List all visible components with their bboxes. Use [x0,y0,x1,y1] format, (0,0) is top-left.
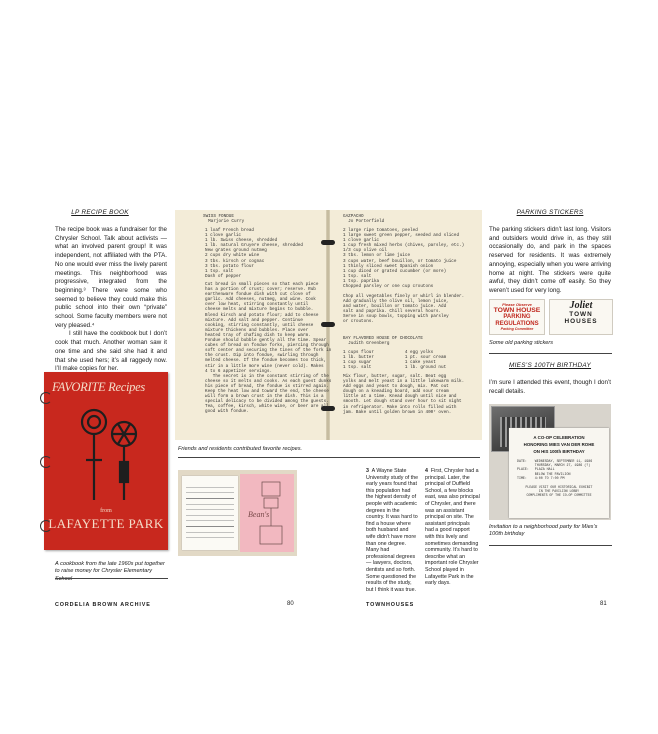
page-number-left: 80 [287,601,294,607]
footnote-4 [425,468,480,587]
parking-stickers-text: The parking stickers didn’t last long. Visitors and outsiders would drive in, as they still occasionally do, and park in the spaces reserved for residents. It was extremely annoying, especially when you were arriving home at night. The stickers were quite awful, they didn’t come off easily. So they weren’t used for very long. [489,226,611,294]
recipe-ingredients-gazpacho: 2 large ripe tomatoes, peeled 1 large sweet green pepper, seeded and sliced 1 clove garlic 1 cup fresh mixed herbs (chives, parsley, etc.) 1/3 cup olive oil 3 tbs. lemon or lime juice 3 cups water, beef bouillon, or tomato juice 1 thinly sliced sweet Spanish onion 1 cup diced or grated cucumber (or more) 1 tsp. salt 1 tsp. paprika Chopped parsley or one cup croutons [343,228,465,290]
caption-rule [489,353,612,354]
sticker-line3: REGULATIONS [495,320,539,327]
section-heading-parking-stickers: PARKING STICKERS [516,209,584,216]
sticker-bottom: Parking Committee [500,327,534,331]
binder-hole [321,240,335,245]
parking-stickers-caption: Some old parking stickers [489,340,554,346]
invite-footer: PLEASE VISIT OUR HISTORICAL EXHIBIT IN THE PAVILION LOBBY COMPLIMENTS OF THE CO-OP COMMITTEE [525,485,593,498]
binder-ring [40,392,52,404]
paragraph: I still have the cookbook but I don’t cook that much. Another woman saw it one time and she said she had it and that she used hers; it’s all raggedy now. I’ll make copies for her. [55,330,167,373]
footer-left-label: CORDELIA BROWN ARCHIVE [55,602,151,608]
invite-line3: ON HIS 100th BIRTHDAY [533,449,585,454]
recipe-title-swiss-fondue: SWISS FONDUE Marjorie Curry [203,214,245,225]
sticker-line2: HOUSES [564,318,598,325]
parking-sticker-regulations [489,299,545,335]
recipe-book-text [55,226,167,374]
recipe-body-swiss-fondue: Cut bread in small pieces so that each piece has a portion of crust; cover; reserve. Rub earthenware fondue dish with cut clove of garlic. Add cheeses, nutmeg, and wine. Cook over low heat, stirring constantly until cheese melts and mixture begins to bubble. Blend kirsch and potato flour; add to cheese mixture. Add salt and pepper. Continue cooking, stirring constantly, until cheese mixture thickens and bubbles. Place over heated tray of chafing dish to keep warm. Fondue should bubble gently all the time. Spear cubes of bread on fondue forks, piercing through soft center and securing the tines of the fork in the crust. Dip into fondue, swirling through melted cheese. If the fondue becomes too thick, stir in a little more wine (never cold). Makes 4 to 6 appetizer servings. The secret is in the constant stirring of the cheese so it melts and cooks. As each guest dunks his piece of bread, the fondue is stirred again. Keep the heat low and toward the end, the cheese will form a brown crust in the dish. This is a special delicacy to be divided among the guests. Tea, coffee, kirsch, white wine, or beer are all good with fondue. [205,282,332,415]
pink-card-text: Bean's [248,510,270,519]
cookbook-caption: A cookbook from the late 1960s put together to raise money for Chrysler Elementary School [55,561,165,582]
sticker-line1: TOWN [569,311,593,318]
caption-rule [489,545,612,546]
sticker-line2: PARKING [503,314,531,320]
invite-body: DATE: WEDNESDAY, SEPTEMBER 11, 1986 THURSDAY, MARCH 27, 1986 (?) PLACE: PLAZA HALL BELOW THE PAVILION TIME: 4:00 TO 7:00 PM [517,459,593,480]
footnote-text: A Wayne State University study of the early years found that this population had the highest density of people with academic degrees in the country. It was hard to find a house where both husband and wife didn’t have more than one degree. Many had professional degrees — lawyers, doctors, dentists and so forth. Some questioned the results of the study, but I think it was true. [366,468,419,593]
footer-right-label: TOWNHOUSES [366,602,415,608]
caption-rule [55,578,168,579]
sticker-script: Joliet [569,300,593,311]
invitation-photo [489,404,611,520]
invite-line2: HONORING MIES VAN DER ROHE [523,442,595,447]
recipe-ingredients-swiss-fondue: 1 loaf French bread 1 clove garlic 1 lb. Swiss cheese, shredded 1 lb. natural Gruyere cheese, shredded New grates ground nutmeg 2 cups dry white wine 3 tbs. kirsch or cognac 3 tbs. potato flour 1 tsp. salt Dash of pepper [205,228,303,279]
recipe-pages-photo [175,210,482,440]
section-heading-recipe-book: LP RECIPE BOOK [71,209,129,216]
recipe-body-gazpacho: Chop all vegetables finely or whirl in blender. Add gradually the olive oil, lemon juice, and water, bouillon or tomato juice. Add salt and paprika. Chill several hours. Serve in soup bowls, topping with parsley or croutons. [343,294,465,325]
footnote-number: 3 [366,468,369,474]
kitchen-utensils-illustration [64,400,154,505]
sticker-top: Please Observe [502,302,532,307]
invitation-caption: Invitation to a neighborhood party for Mies’s 100th birthday [489,524,598,538]
invitation-card [509,428,609,518]
sketch-illustration [256,480,286,548]
mies-birthday-text: I’m sure I attended this event, though I don’t recall details. [489,379,611,395]
cover-title: FAVORITE Recipes [52,380,145,394]
recipe-card-photo [178,470,297,556]
white-card [182,476,238,550]
pink-card [240,474,294,552]
cover-from: from [100,508,112,514]
parking-sticker-town-houses [549,299,613,335]
paragraph: The recipe book was a fundraiser for the Chrysler School. Talk about activists — what an involved parent group! It was independent, not affiliated with the PTA. No one would ever miss the lively parent meetings. This neighborhood was progressive, integrated from the beginning.³ There were some who seemed to believe they could make this public school into their own “private” school. Some faculty members were not very pleased.⁴ [55,226,167,329]
recipe-pages-caption: Friends and residents contributed favorite recipes. [178,446,303,452]
footnote-number: 4 [425,468,428,474]
section-heading-mies-birthday: MIES’S 100TH BIRTHDAY [508,362,592,369]
caption-rule [178,457,480,458]
recipe-body-chocolate: Mix flour, butter, sugar, salt. Beat egg yolks and melt yeast in a little lukewarm milk. Add eggs and yeast to dough, mix. Pat out dough on a kneading board, add sour cream little at a time. Knead dough until nice and smooth. Let dough stand over hour to sit night in refrigerator. Make into rolls filled with jam. Bake until golden brown in 400° oven. [343,374,465,415]
handwriting-lines [186,482,234,542]
footnote-3 [366,468,419,593]
recipe-title-chocolate: BAY FLAVORED HOUSE OF CHOCOLATE Judith Greenberg [343,336,423,347]
page-number-right: 81 [600,601,607,607]
sticker-mid: TOWN HOUSE [493,307,541,314]
cover-name: LAFAYETTE PARK [48,516,164,531]
recipe-title-gazpacho: GAZPACHO Jo Porterfield [343,214,385,225]
footnote-text: First, Chrysler had a principal. Later, the principal of Duffield School, a few blocks east, was also principal of Chrysler, and there was an assistant principal on site. The assistant principals had a good rapport with this lively and sometimes demanding community. It’s hard to describe what an important role Chrysler School played in Lafayette Park in the early days. [425,468,480,587]
cookbook-cover-photo [44,372,168,550]
invite-line1: A CO-OP CELEBRATION [533,435,585,440]
recipe-ingredients-chocolate: 1 cups flour 4 egg yolks 1 lb. butter 1 pt. sour cream 1 cup sugar 1 cake yeast 1 tsp. salt 1 lb. ground nut [343,350,447,371]
binder-ring [40,456,52,468]
